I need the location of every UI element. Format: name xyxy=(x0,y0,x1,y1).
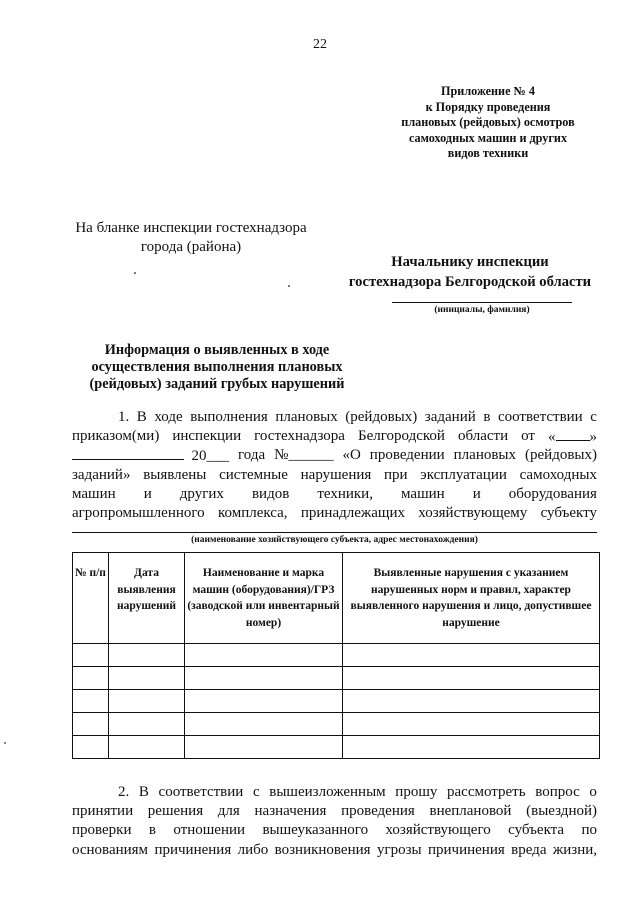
word: инспекции xyxy=(172,428,242,445)
subject-hint: (наименование хозяйствующего субъекта, адрес местонахождения) xyxy=(191,535,478,545)
word: вреда xyxy=(511,841,547,858)
letterhead-line: На бланке инспекции гостехнадзора xyxy=(75,220,307,236)
word: (рейдовых) xyxy=(525,447,597,464)
quote-open: « xyxy=(548,429,556,446)
appendix-line: к Порядку проведения xyxy=(425,99,551,114)
word: причинения xyxy=(154,841,232,858)
appendix-line: самоходных машин и других xyxy=(408,130,568,145)
word: отношении xyxy=(173,822,246,839)
word: в xyxy=(148,822,156,839)
word: «О xyxy=(342,447,361,464)
word: возникновения xyxy=(274,841,371,858)
word: решения xyxy=(147,803,204,820)
word: гостехнадзора xyxy=(254,428,345,445)
scan-speck xyxy=(4,742,6,744)
word: приказом(ми) xyxy=(72,428,160,445)
word: либо xyxy=(237,841,269,858)
table-body xyxy=(73,644,600,759)
word: вопрос xyxy=(535,784,580,800)
addressee-line: Начальнику инспекции xyxy=(391,254,549,270)
column-header-machine: Наименование и марка машин (оборудования)/ГРЗ (заводской или инвентарный номер) xyxy=(185,553,343,644)
column-header-number: № п/п xyxy=(73,553,109,644)
table-row xyxy=(73,713,600,736)
paragraph-1 xyxy=(72,408,597,523)
cell-violation xyxy=(343,713,600,736)
word: для xyxy=(217,803,240,820)
cell-machine xyxy=(185,736,343,759)
table-header-row xyxy=(73,553,600,644)
word: с xyxy=(590,409,597,425)
order-number-field: №______ xyxy=(274,447,334,464)
year-field: 20___ xyxy=(191,448,229,465)
cell-number xyxy=(73,690,109,713)
cell-violation xyxy=(343,690,600,713)
word: принятии xyxy=(72,803,134,820)
word: соответствии xyxy=(497,409,583,425)
text-line xyxy=(72,841,597,860)
word: видов xyxy=(251,485,290,502)
cell-date xyxy=(109,690,185,713)
word: машин xyxy=(72,485,116,502)
cell-number xyxy=(73,736,109,759)
word: плановых xyxy=(275,409,338,425)
word: от xyxy=(521,428,535,445)
document-title xyxy=(72,342,362,393)
text-line xyxy=(72,427,597,446)
word: Белгородской xyxy=(357,428,445,445)
table-row xyxy=(73,667,600,690)
column-header-date: Дата выявления нарушений xyxy=(109,553,185,644)
word: субъекта xyxy=(508,822,565,839)
letterhead-line: города (района) xyxy=(140,239,242,255)
signature-line xyxy=(392,302,572,303)
word: угрозы xyxy=(376,841,422,858)
appendix-header xyxy=(360,84,616,162)
word: вышеизложенным xyxy=(269,784,386,800)
addressee xyxy=(336,252,604,292)
word: оборудования xyxy=(508,485,597,502)
word: внеплановой xyxy=(429,803,512,820)
text-line xyxy=(72,408,597,427)
word: заданий xyxy=(424,409,476,425)
cell-violation xyxy=(343,736,600,759)
word: о xyxy=(589,784,597,800)
word: самоходных xyxy=(519,466,597,483)
word: причинения xyxy=(427,841,505,858)
title-line: (рейдовых) заданий грубых нарушений xyxy=(89,376,345,392)
column-header-violation: Выявленные нарушения с указанием нарушенных норм и правил, характер выявленного нарушения и лицо, допустившее нарушение xyxy=(343,553,600,644)
word: назначения xyxy=(254,803,327,820)
word: и xyxy=(143,485,152,502)
word: с xyxy=(252,784,260,800)
cell-violation xyxy=(343,667,600,690)
word: комплекса, xyxy=(217,504,288,521)
word: рассмотреть xyxy=(447,784,526,800)
word: плановых xyxy=(453,447,517,464)
word: основаниям xyxy=(72,841,149,858)
cell-date xyxy=(109,713,185,736)
text-line xyxy=(72,783,597,802)
word: прошу xyxy=(395,784,438,800)
word: выявлены xyxy=(143,466,207,483)
letterhead-note xyxy=(60,219,322,257)
word: машин xyxy=(401,485,445,502)
word: по xyxy=(581,822,597,839)
appendix-line: Приложение № 4 xyxy=(441,84,535,98)
quote-close: » xyxy=(589,429,597,446)
word: области xyxy=(457,428,509,445)
word: В xyxy=(138,784,149,800)
cell-date xyxy=(109,667,185,690)
text-line xyxy=(72,466,597,485)
word: выполнения xyxy=(190,409,268,425)
word: при xyxy=(384,466,408,483)
day-blank xyxy=(556,427,590,441)
cell-machine xyxy=(185,690,343,713)
month-blank xyxy=(72,446,184,460)
word: хозяйствующему xyxy=(418,504,528,521)
table-row xyxy=(73,644,600,667)
word: 1. xyxy=(118,409,130,425)
word: ходе xyxy=(154,409,183,425)
title-line: осуществления выполнения плановых xyxy=(91,359,343,375)
appendix-line: плановых (рейдовых) осмотров xyxy=(401,115,575,129)
word: проверки xyxy=(72,822,132,839)
word: проведении xyxy=(369,447,445,464)
text-line xyxy=(72,802,597,821)
scan-speck xyxy=(288,285,290,287)
word: нарушения xyxy=(300,466,372,483)
signature-hint: (инициалы, фамилия) xyxy=(434,305,530,315)
cell-number xyxy=(73,667,109,690)
date-day-field xyxy=(548,427,597,446)
word: принадлежащих xyxy=(300,504,405,521)
appendix-line: видов техники xyxy=(447,146,529,160)
word: заданий» xyxy=(72,466,131,483)
cell-date xyxy=(109,644,185,667)
date-month-year xyxy=(72,446,229,465)
word: В xyxy=(136,409,147,425)
word: техники, xyxy=(317,485,373,502)
word: других xyxy=(179,485,224,502)
scan-speck xyxy=(134,272,136,274)
cell-date xyxy=(109,736,185,759)
word: агропромышленного xyxy=(72,504,205,521)
word: соответствии xyxy=(158,784,244,800)
paragraph-2 xyxy=(72,783,597,860)
word: проведения xyxy=(341,803,415,820)
cell-number xyxy=(73,713,109,736)
cell-number xyxy=(73,644,109,667)
word: и xyxy=(472,485,481,502)
violations-table xyxy=(72,552,600,759)
text-line xyxy=(72,485,597,504)
word: года xyxy=(238,447,266,464)
table-row xyxy=(73,690,600,713)
word: в xyxy=(483,409,491,425)
word: 2. xyxy=(118,784,130,800)
word: жизни, xyxy=(552,841,597,858)
page-number: 22 xyxy=(313,37,327,52)
title-line: Информация о выявленных в ходе xyxy=(104,342,330,358)
word: эксплуатации xyxy=(420,466,507,483)
word: (выездной) xyxy=(526,803,597,820)
text-line xyxy=(72,504,597,523)
text-line xyxy=(72,446,597,465)
cell-machine xyxy=(185,667,343,690)
word: субъекту xyxy=(540,504,597,521)
cell-machine xyxy=(185,644,343,667)
subject-line xyxy=(72,532,597,533)
word: вышеуказанного xyxy=(262,822,369,839)
text-line xyxy=(72,821,597,840)
cell-violation xyxy=(343,644,600,667)
word: хозяйствующего xyxy=(385,822,491,839)
table-row xyxy=(73,736,600,759)
cell-machine xyxy=(185,713,343,736)
word: (рейдовых) xyxy=(345,409,418,425)
word: системные xyxy=(219,466,288,483)
addressee-line: гостехнадзора Белгородской области xyxy=(348,274,592,290)
